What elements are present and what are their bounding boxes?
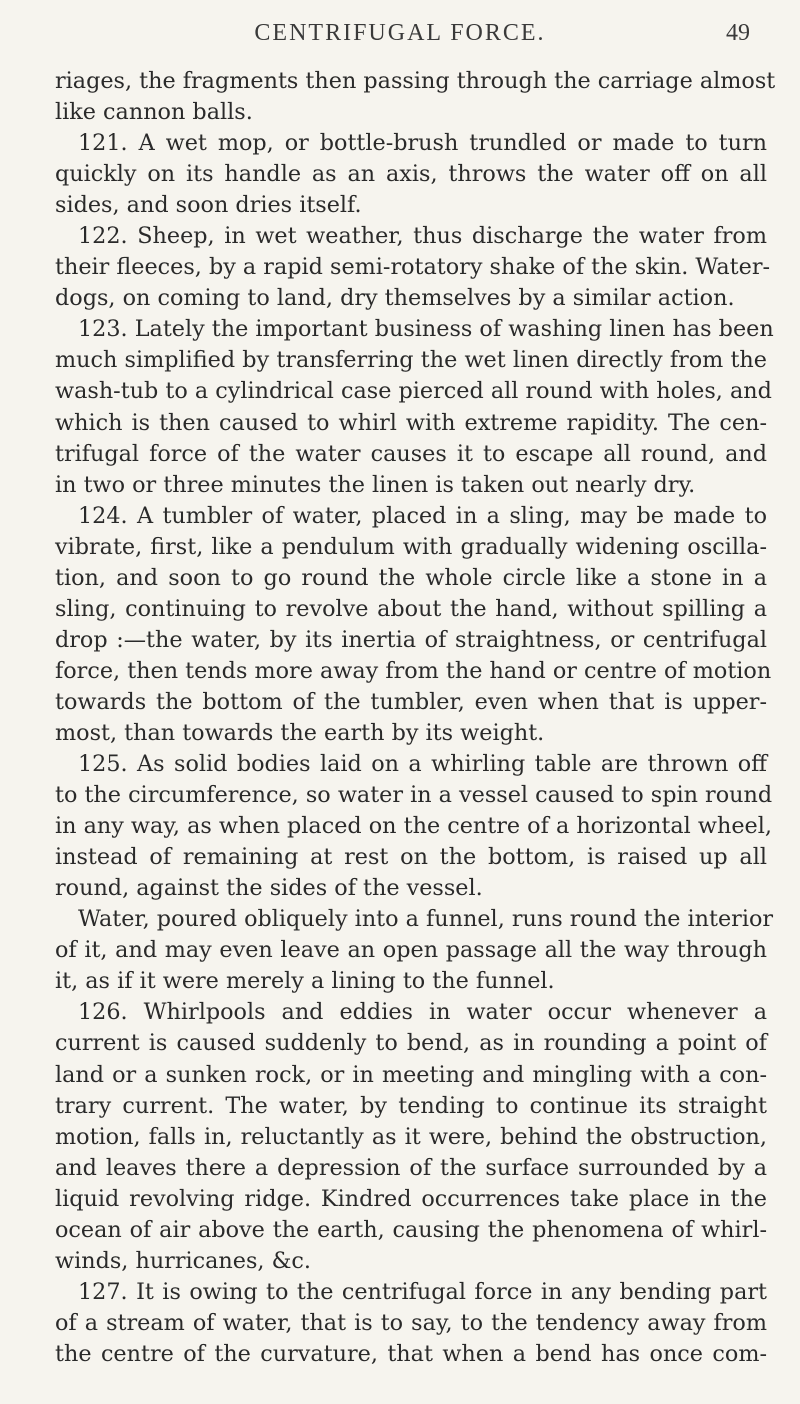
text-line: winds, hurricanes, &c. xyxy=(55,1247,312,1274)
text-line: in any way, as when placed on the centre of a horizontal wheel, xyxy=(55,813,772,840)
text-line: and leaves there a depression of the surface surrounded by a xyxy=(55,1154,767,1181)
text-line: their fleeces, by a rapid semi-rotatory shake of the skin. Water- xyxy=(55,254,771,281)
paragraph-funnel-start: Water, poured obliquely into a funnel, runs round the interior xyxy=(78,906,774,933)
page-number: 49 xyxy=(726,20,750,46)
text-line: force, then tends more away from the hand or centre of motion xyxy=(55,657,772,684)
text-line: the centre of the curvature, that when a bend has once com- xyxy=(55,1340,767,1367)
text-line: sides, and soon dries itself. xyxy=(55,192,362,219)
paragraph-126-start: 126. Whirlpools and eddies in water occur whenever a xyxy=(78,999,767,1026)
text-line: drop :—the water, by its inertia of straightness, or centrifugal xyxy=(55,626,767,653)
paragraph-124-start: 124. A tumbler of water, placed in a sling, may be made to xyxy=(78,502,767,529)
text-line: quickly on its handle as an axis, throws the water off on all xyxy=(55,161,767,188)
text-line: trary current. The water, by tending to continue its straight xyxy=(55,1092,767,1119)
text-line: riages, the fragments then passing through the carriage almost xyxy=(55,68,776,94)
text-line: sling, continuing to revolve about the hand, without spilling a xyxy=(55,595,767,622)
running-head xyxy=(0,18,800,58)
text-line: trifugal force of the water causes it to escape all round, and xyxy=(55,440,767,467)
text-line: it, as if it were merely a lining to the funnel. xyxy=(55,968,555,995)
running-title: CENTRIFUGAL FORCE. xyxy=(254,20,546,46)
text-line: wash-tub to a cylindrical case pierced all round with holes, and xyxy=(55,378,772,405)
paragraph-121-start: 121. A wet mop, or bottle-brush trundled or made to turn xyxy=(78,130,767,157)
text-line: like cannon balls. xyxy=(55,99,253,126)
text-line: instead of remaining at rest on the bottom, is raised up all xyxy=(55,844,767,871)
text-line: vibrate, first, like a pendulum with gradually widening oscilla- xyxy=(55,533,767,560)
text-line: of it, and may even leave an open passage all the way through xyxy=(55,937,767,964)
text-line: most, than towards the earth by its weight. xyxy=(55,719,545,746)
text-line: dogs, on coming to land, dry themselves by a similar action. xyxy=(55,285,735,312)
text-line: ocean of air above the earth, causing the phenomena of whirl- xyxy=(55,1216,767,1243)
paragraph-125-start: 125. As solid bodies laid on a whirling table are thrown off xyxy=(78,751,767,778)
text-line: round, against the sides of the vessel. xyxy=(55,875,483,902)
text-line: to the circumference, so water in a vessel caused to spin round xyxy=(55,782,773,809)
text-line: which is then caused to whirl with extreme rapidity. The cen- xyxy=(55,409,767,436)
paragraph-122-start: 122. Sheep, in wet weather, thus discharge the water from xyxy=(78,223,767,250)
text-line: towards the bottom of the tumbler, even when that is upper- xyxy=(55,688,767,715)
body-text xyxy=(55,66,776,1370)
text-line: liquid revolving ridge. Kindred occurrences take place in the xyxy=(55,1185,767,1212)
text-line: tion, and soon to go round the whole circle like a stone in a xyxy=(55,564,767,591)
text-line: much simplified by transferring the wet linen directly from the xyxy=(55,347,767,374)
text-line: motion, falls in, reluctantly as it were, behind the obstruction, xyxy=(55,1123,767,1150)
text-line: of a stream of water, that is to say, to the tendency away from xyxy=(55,1309,767,1336)
text-line: in two or three minutes the linen is taken out nearly dry. xyxy=(55,471,696,498)
paragraph-127-start: 127. It is owing to the centrifugal force in any bending part xyxy=(78,1278,767,1305)
text-line: current is caused suddenly to bend, as in rounding a point of xyxy=(55,1030,767,1057)
text-line: land or a sunken rock, or in meeting and mingling with a con- xyxy=(55,1061,767,1088)
paragraph-123-start: 123. Lately the important business of washing linen has been xyxy=(78,316,774,343)
